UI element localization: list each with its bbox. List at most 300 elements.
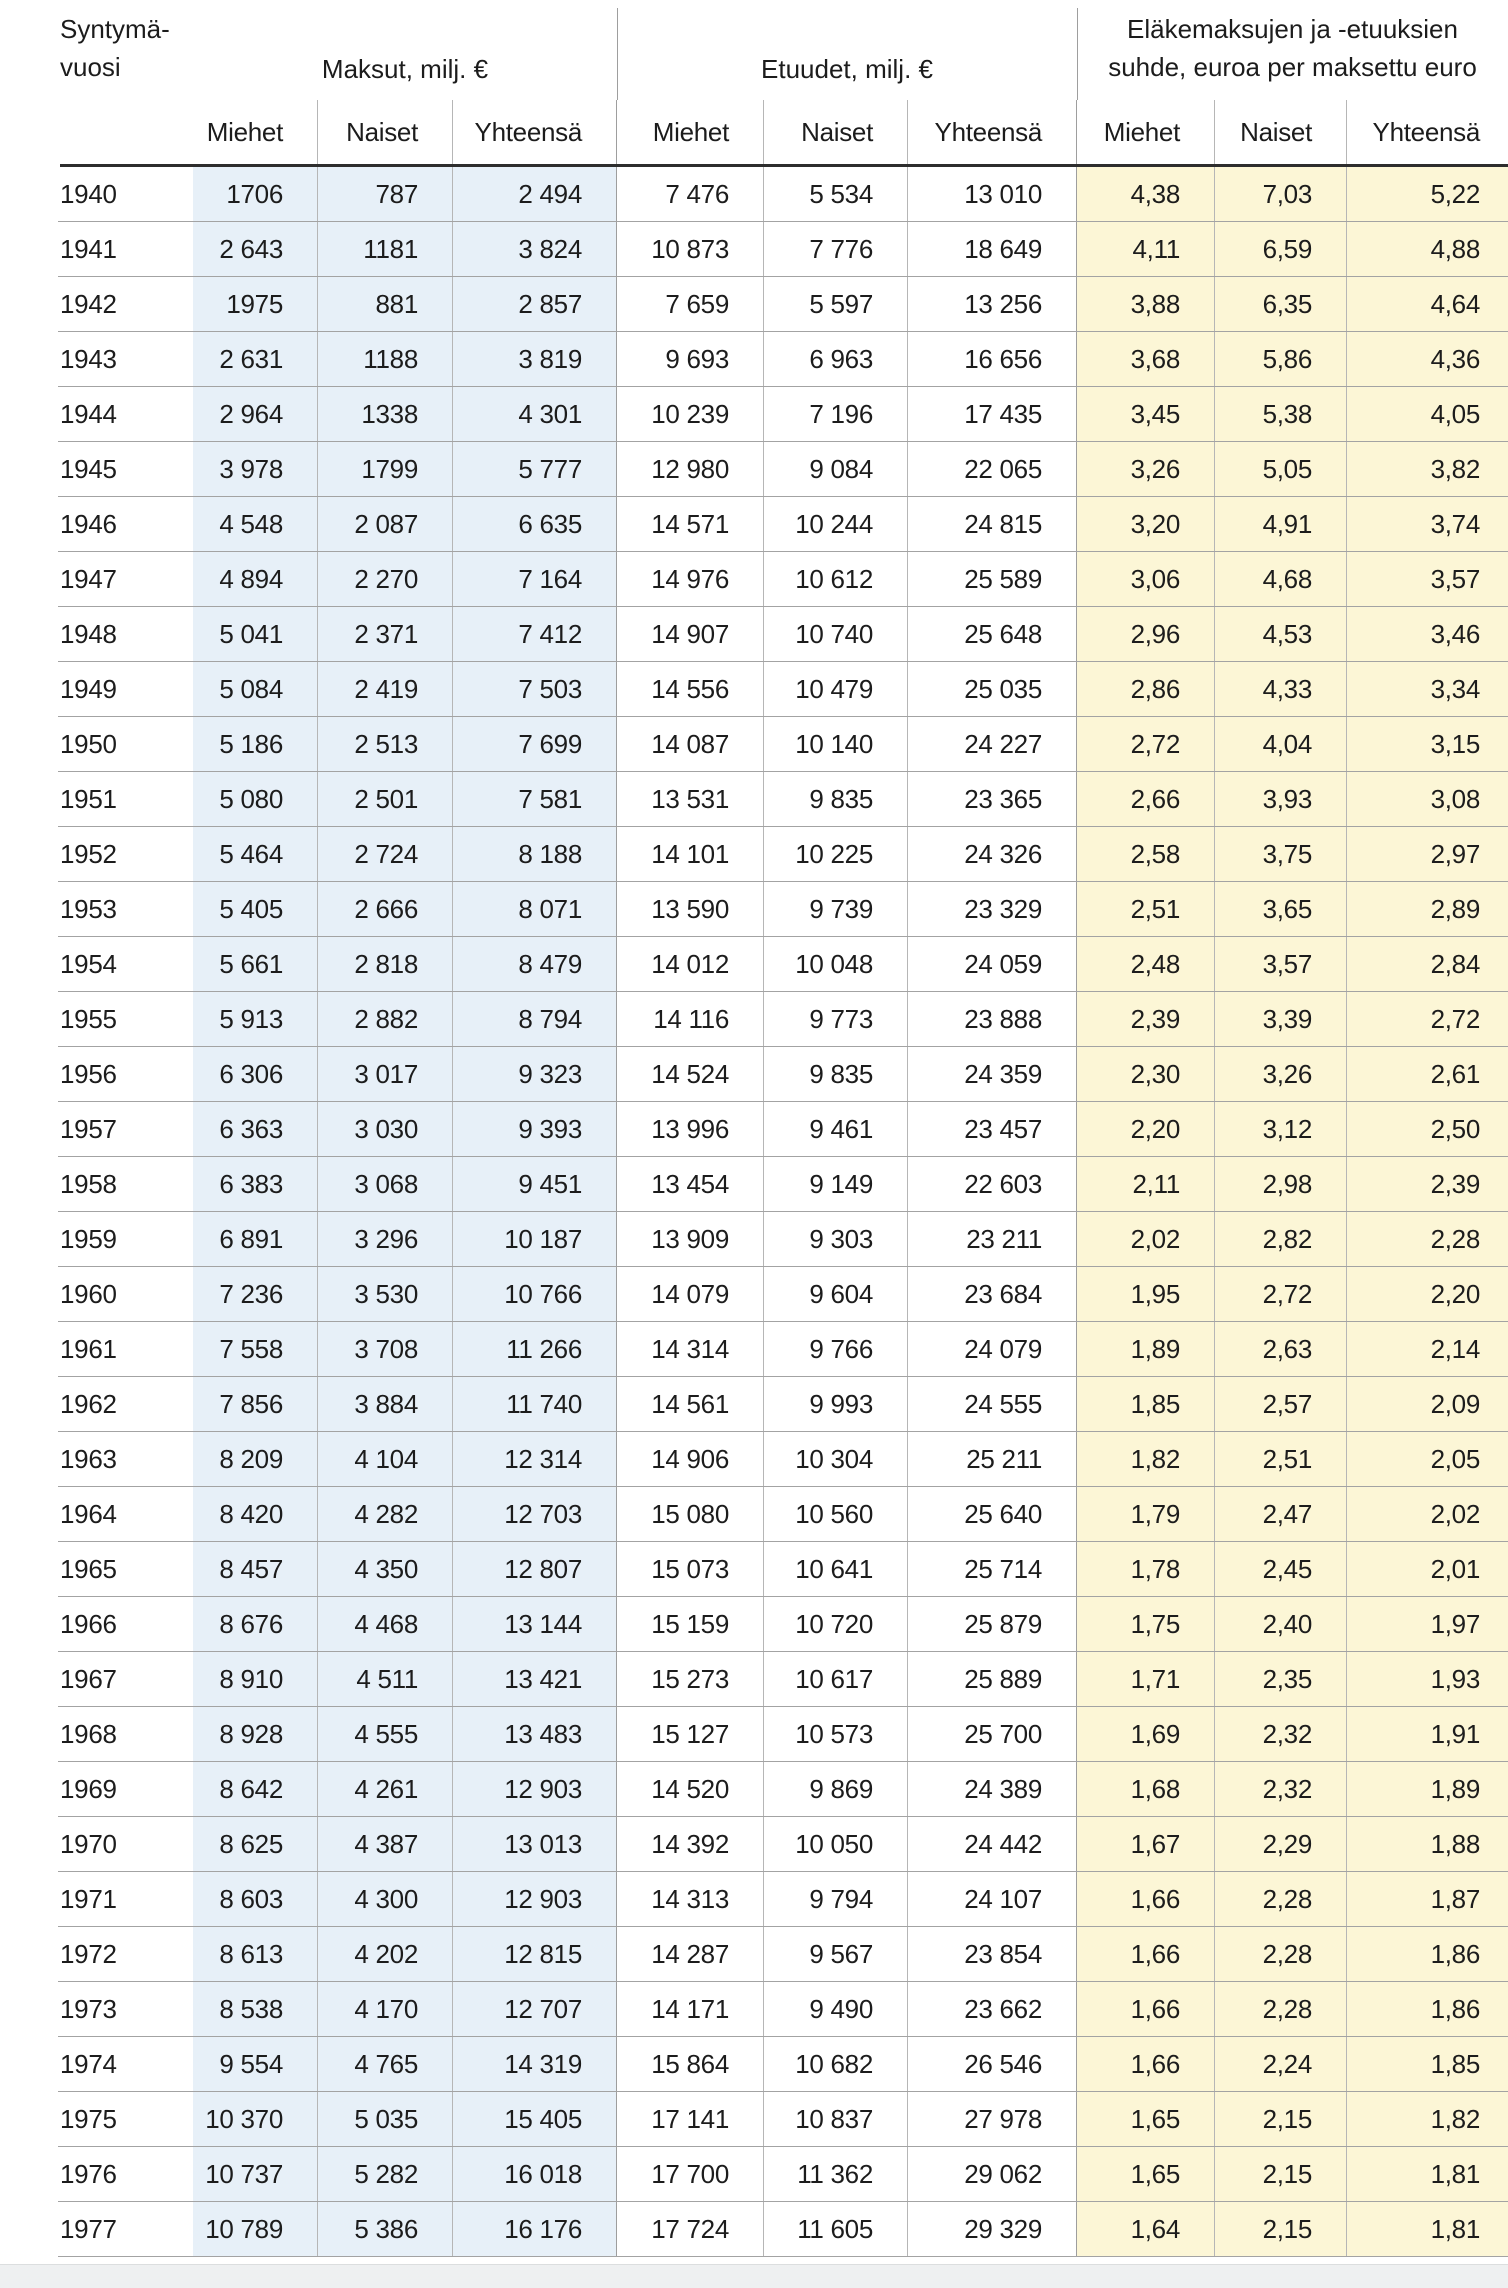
cell-payments-total: 7 412	[453, 607, 617, 661]
cell-payments-total: 9 323	[453, 1047, 617, 1101]
subheader-men: Miehet	[617, 100, 764, 164]
cell-ratio-men: 2,02	[1077, 1212, 1215, 1266]
cell-payments-women: 4 261	[318, 1762, 453, 1816]
cell-payments-women: 4 170	[318, 1982, 453, 2036]
cell-ratio-men: 1,66	[1077, 1927, 1215, 1981]
subheader-women: Naiset	[318, 100, 453, 164]
table-body	[0, 167, 1508, 2257]
cell-payments-total: 12 807	[453, 1542, 617, 1596]
cell-payments-men: 5 084	[193, 662, 318, 716]
cell-birth-year: 1973	[60, 1994, 117, 2024]
cell-payments-total: 16 018	[453, 2147, 617, 2201]
cell-ratio-women: 2,57	[1215, 1377, 1347, 1431]
cell-birth-year: 1963	[60, 1444, 117, 1474]
cell-benefits-women: 9 739	[764, 882, 908, 936]
cell-payments-women: 1188	[318, 332, 453, 386]
cell-benefits-men: 14 079	[617, 1267, 764, 1321]
cell-benefits-total: 24 555	[908, 1377, 1077, 1431]
cell-benefits-men: 14 556	[617, 662, 764, 716]
table-row	[0, 442, 1508, 497]
cell-benefits-total: 25 714	[908, 1542, 1077, 1596]
cell-ratio-women: 2,15	[1215, 2147, 1347, 2201]
cell-benefits-women: 10 837	[764, 2092, 908, 2146]
cell-payments-women: 787	[318, 167, 453, 221]
cell-benefits-total: 23 854	[908, 1927, 1077, 1981]
cell-benefits-total: 24 815	[908, 497, 1077, 551]
cell-ratio-women: 4,91	[1215, 497, 1347, 551]
cell-birth-year: 1950	[60, 729, 117, 759]
cell-ratio-men: 1,67	[1077, 1817, 1215, 1871]
cell-benefits-women: 9 869	[764, 1762, 908, 1816]
cell-benefits-men: 17 724	[617, 2202, 764, 2256]
cell-benefits-total: 13 256	[908, 277, 1077, 331]
cell-payments-total: 2 857	[453, 277, 617, 331]
cell-payments-men: 5 661	[193, 937, 318, 991]
cell-payments-men: 8 642	[193, 1762, 318, 1816]
cell-payments-total: 3 819	[453, 332, 617, 386]
cell-payments-total: 16 176	[453, 2202, 617, 2256]
cell-birth-year: 1951	[60, 784, 117, 814]
subheader-row	[0, 100, 1508, 164]
cell-ratio-women: 3,57	[1215, 937, 1347, 991]
cell-payments-women: 2 882	[318, 992, 453, 1046]
table-row	[0, 1487, 1508, 1542]
cell-ratio-total: 2,97	[1347, 827, 1508, 881]
cell-payments-men: 3 978	[193, 442, 318, 496]
cell-benefits-women: 11 605	[764, 2202, 908, 2256]
cell-birth-year: 1954	[60, 949, 117, 979]
cell-payments-women: 1799	[318, 442, 453, 496]
cell-benefits-men: 15 864	[617, 2037, 764, 2091]
cell-ratio-men: 1,79	[1077, 1487, 1215, 1541]
cell-ratio-men: 3,20	[1077, 497, 1215, 551]
cell-birth-year: 1953	[60, 894, 117, 924]
cell-benefits-men: 17 141	[617, 2092, 764, 2146]
cell-benefits-men: 15 080	[617, 1487, 764, 1541]
cell-benefits-total: 25 589	[908, 552, 1077, 606]
cell-birth-year: 1952	[60, 839, 117, 869]
cell-payments-men: 8 910	[193, 1652, 318, 1706]
cell-birth-year: 1942	[60, 289, 117, 319]
cell-ratio-women: 3,26	[1215, 1047, 1347, 1101]
cell-payments-total: 13 421	[453, 1652, 617, 1706]
cell-benefits-men: 14 907	[617, 607, 764, 661]
cell-ratio-women: 4,53	[1215, 607, 1347, 661]
cell-payments-women: 4 300	[318, 1872, 453, 1926]
cell-benefits-women: 10 225	[764, 827, 908, 881]
cell-ratio-women: 3,12	[1215, 1102, 1347, 1156]
cell-payments-total: 12 703	[453, 1487, 617, 1541]
cell-payments-women: 2 087	[318, 497, 453, 551]
cell-ratio-total: 1,81	[1347, 2202, 1508, 2256]
cell-ratio-men: 4,38	[1077, 167, 1215, 221]
cell-ratio-men: 2,66	[1077, 772, 1215, 826]
cell-benefits-total: 23 457	[908, 1102, 1077, 1156]
cell-benefits-men: 14 012	[617, 937, 764, 991]
table-row	[0, 1817, 1508, 1872]
cell-benefits-total: 23 662	[908, 1982, 1077, 2036]
cell-birth-year: 1948	[60, 619, 117, 649]
cell-ratio-women: 5,86	[1215, 332, 1347, 386]
cell-ratio-total: 2,89	[1347, 882, 1508, 936]
table-row	[0, 1102, 1508, 1157]
cell-ratio-women: 2,15	[1215, 2092, 1347, 2146]
cell-payments-total: 3 824	[453, 222, 617, 276]
cell-payments-men: 7 558	[193, 1322, 318, 1376]
table-row	[0, 2092, 1508, 2147]
cell-birth-year: 1947	[60, 564, 117, 594]
cell-benefits-total: 23 365	[908, 772, 1077, 826]
cell-ratio-total: 2,72	[1347, 992, 1508, 1046]
cell-ratio-men: 1,69	[1077, 1707, 1215, 1761]
cell-benefits-women: 10 560	[764, 1487, 908, 1541]
cell-payments-men: 5 913	[193, 992, 318, 1046]
cell-benefits-men: 14 561	[617, 1377, 764, 1431]
cell-payments-total: 7 164	[453, 552, 617, 606]
cell-benefits-men: 14 116	[617, 992, 764, 1046]
table-row	[0, 1707, 1508, 1762]
cell-ratio-women: 2,28	[1215, 1927, 1347, 1981]
cell-payments-total: 12 903	[453, 1762, 617, 1816]
cell-benefits-men: 13 531	[617, 772, 764, 826]
cell-benefits-women: 9 084	[764, 442, 908, 496]
cell-benefits-men: 13 454	[617, 1157, 764, 1211]
cell-payments-men: 10 370	[193, 2092, 318, 2146]
cell-ratio-total: 3,34	[1347, 662, 1508, 716]
cell-ratio-women: 4,33	[1215, 662, 1347, 716]
cell-ratio-men: 1,78	[1077, 1542, 1215, 1596]
cell-payments-total: 11 266	[453, 1322, 617, 1376]
cell-payments-women: 4 387	[318, 1817, 453, 1871]
cell-payments-total: 4 301	[453, 387, 617, 441]
cell-benefits-women: 10 573	[764, 1707, 908, 1761]
cell-payments-men: 5 464	[193, 827, 318, 881]
table-row	[0, 2147, 1508, 2202]
cell-ratio-total: 1,97	[1347, 1597, 1508, 1651]
cell-benefits-men: 14 906	[617, 1432, 764, 1486]
cell-ratio-total: 1,88	[1347, 1817, 1508, 1871]
birth-year-label-line2: vuosi	[60, 52, 121, 82]
cell-benefits-women: 10 740	[764, 607, 908, 661]
cell-benefits-total: 25 700	[908, 1707, 1077, 1761]
cell-benefits-women: 9 461	[764, 1102, 908, 1156]
cell-ratio-total: 2,39	[1347, 1157, 1508, 1211]
cell-benefits-men: 10 239	[617, 387, 764, 441]
cell-ratio-total: 2,02	[1347, 1487, 1508, 1541]
table-row	[0, 387, 1508, 442]
cell-payments-women: 4 202	[318, 1927, 453, 1981]
cell-benefits-total: 22 065	[908, 442, 1077, 496]
cell-payments-women: 2 666	[318, 882, 453, 936]
table-row	[0, 277, 1508, 332]
cell-ratio-total: 1,91	[1347, 1707, 1508, 1761]
subheader-men: Miehet	[1077, 100, 1215, 164]
cell-benefits-men: 14 171	[617, 1982, 764, 2036]
cell-ratio-total: 1,89	[1347, 1762, 1508, 1816]
cell-ratio-total: 1,81	[1347, 2147, 1508, 2201]
cell-ratio-total: 3,15	[1347, 717, 1508, 771]
cell-birth-year: 1961	[60, 1334, 117, 1364]
cell-ratio-men: 3,45	[1077, 387, 1215, 441]
cell-benefits-total: 25 648	[908, 607, 1077, 661]
cell-payments-women: 5 035	[318, 2092, 453, 2146]
cell-benefits-men: 14 313	[617, 1872, 764, 1926]
cell-birth-year: 1941	[60, 234, 117, 264]
cell-payments-total: 13 013	[453, 1817, 617, 1871]
cell-payments-total: 10 187	[453, 1212, 617, 1266]
cell-payments-men: 5 041	[193, 607, 318, 661]
cell-ratio-women: 2,72	[1215, 1267, 1347, 1321]
cell-ratio-women: 3,39	[1215, 992, 1347, 1046]
cell-benefits-men: 14 392	[617, 1817, 764, 1871]
cell-ratio-women: 2,82	[1215, 1212, 1347, 1266]
cell-benefits-men: 14 524	[617, 1047, 764, 1101]
cell-ratio-men: 2,11	[1077, 1157, 1215, 1211]
cell-payments-women: 4 104	[318, 1432, 453, 1486]
cell-benefits-women: 10 244	[764, 497, 908, 551]
cell-payments-women: 4 511	[318, 1652, 453, 1706]
cell-benefits-men: 7 476	[617, 167, 764, 221]
cell-birth-year: 1940	[60, 179, 117, 209]
cell-ratio-men: 1,95	[1077, 1267, 1215, 1321]
cell-benefits-total: 25 640	[908, 1487, 1077, 1541]
cell-ratio-men: 1,64	[1077, 2202, 1215, 2256]
cell-benefits-total: 29 329	[908, 2202, 1077, 2256]
table-row	[0, 1157, 1508, 1212]
cell-ratio-total: 1,82	[1347, 2092, 1508, 2146]
cell-benefits-total: 23 684	[908, 1267, 1077, 1321]
cell-payments-men: 10 789	[193, 2202, 318, 2256]
cell-birth-year: 1945	[60, 454, 117, 484]
cell-ratio-women: 2,15	[1215, 2202, 1347, 2256]
cell-payments-women: 2 501	[318, 772, 453, 826]
cell-benefits-women: 10 617	[764, 1652, 908, 1706]
cell-ratio-total: 5,22	[1347, 167, 1508, 221]
cell-payments-men: 1975	[193, 277, 318, 331]
cell-ratio-women: 5,05	[1215, 442, 1347, 496]
cell-ratio-women: 6,59	[1215, 222, 1347, 276]
cell-payments-men: 8 209	[193, 1432, 318, 1486]
cell-benefits-total: 24 227	[908, 717, 1077, 771]
cell-birth-year: 1974	[60, 2049, 117, 2079]
cell-ratio-men: 3,68	[1077, 332, 1215, 386]
group-header-payments: Maksut, milj. €	[321, 54, 489, 84]
cell-benefits-men: 14 976	[617, 552, 764, 606]
table-row	[0, 1047, 1508, 1102]
cell-benefits-total: 25 211	[908, 1432, 1077, 1486]
cell-ratio-total: 3,82	[1347, 442, 1508, 496]
cell-payments-men: 8 538	[193, 1982, 318, 2036]
ratio-label-line1: Eläkemaksujen ja -etuuksien	[1127, 14, 1458, 44]
cell-payments-men: 6 363	[193, 1102, 318, 1156]
cell-benefits-men: 14 571	[617, 497, 764, 551]
cell-benefits-men: 13 590	[617, 882, 764, 936]
cell-benefits-total: 25 889	[908, 1652, 1077, 1706]
cell-payments-total: 8 188	[453, 827, 617, 881]
cell-ratio-men: 1,66	[1077, 2037, 1215, 2091]
table-row	[0, 222, 1508, 277]
cell-payments-women: 2 724	[318, 827, 453, 881]
cell-payments-women: 2 419	[318, 662, 453, 716]
cell-payments-women: 4 282	[318, 1487, 453, 1541]
cell-benefits-men: 13 909	[617, 1212, 764, 1266]
cell-benefits-total: 17 435	[908, 387, 1077, 441]
cell-payments-total: 15 405	[453, 2092, 617, 2146]
cell-payments-men: 2 631	[193, 332, 318, 386]
cell-ratio-total: 1,85	[1347, 2037, 1508, 2091]
bottom-cutoff-band	[0, 2264, 1508, 2288]
cell-benefits-women: 9 766	[764, 1322, 908, 1376]
ratio-label-line2: suhde, euroa per maksettu euro	[1108, 52, 1477, 82]
cell-payments-men: 5 080	[193, 772, 318, 826]
cell-ratio-total: 3,46	[1347, 607, 1508, 661]
cell-payments-women: 1181	[318, 222, 453, 276]
cell-ratio-total: 1,93	[1347, 1652, 1508, 1706]
cell-benefits-men: 12 980	[617, 442, 764, 496]
cell-payments-women: 4 350	[318, 1542, 453, 1596]
cell-ratio-women: 3,75	[1215, 827, 1347, 881]
cell-payments-men: 1706	[193, 167, 318, 221]
cell-birth-year: 1957	[60, 1114, 117, 1144]
cell-payments-women: 5 386	[318, 2202, 453, 2256]
cell-payments-women: 3 884	[318, 1377, 453, 1431]
cell-payments-men: 4 548	[193, 497, 318, 551]
table-row	[0, 1872, 1508, 1927]
cell-ratio-total: 2,20	[1347, 1267, 1508, 1321]
cell-birth-year: 1967	[60, 1664, 117, 1694]
cell-ratio-men: 2,30	[1077, 1047, 1215, 1101]
cell-ratio-total: 4,64	[1347, 277, 1508, 331]
cell-ratio-women: 4,68	[1215, 552, 1347, 606]
cell-payments-total: 12 903	[453, 1872, 617, 1926]
cell-payments-total: 8 479	[453, 937, 617, 991]
cell-payments-men: 5 186	[193, 717, 318, 771]
cell-ratio-women: 2,35	[1215, 1652, 1347, 1706]
cell-payments-men: 6 306	[193, 1047, 318, 1101]
cell-benefits-men: 13 996	[617, 1102, 764, 1156]
cell-ratio-total: 3,57	[1347, 552, 1508, 606]
cell-benefits-women: 5 534	[764, 167, 908, 221]
column-header-birth-year	[60, 10, 170, 86]
cell-payments-women: 3 017	[318, 1047, 453, 1101]
cell-ratio-women: 4,04	[1215, 717, 1347, 771]
cell-ratio-men: 2,58	[1077, 827, 1215, 881]
table-row	[0, 167, 1508, 222]
cell-benefits-women: 10 720	[764, 1597, 908, 1651]
cell-ratio-men: 2,20	[1077, 1102, 1215, 1156]
cell-payments-men: 4 894	[193, 552, 318, 606]
cell-payments-women: 1338	[318, 387, 453, 441]
cell-ratio-women: 2,32	[1215, 1762, 1347, 1816]
cell-ratio-women: 2,63	[1215, 1322, 1347, 1376]
cell-birth-year: 1958	[60, 1169, 117, 1199]
cell-payments-men: 10 737	[193, 2147, 318, 2201]
cell-payments-total: 7 503	[453, 662, 617, 716]
cell-payments-women: 3 708	[318, 1322, 453, 1376]
cell-payments-women: 4 468	[318, 1597, 453, 1651]
cell-payments-women: 4 765	[318, 2037, 453, 2091]
cell-ratio-women: 2,28	[1215, 1872, 1347, 1926]
cell-payments-total: 6 635	[453, 497, 617, 551]
table-row	[0, 882, 1508, 937]
cell-payments-women: 3 296	[318, 1212, 453, 1266]
cell-ratio-women: 2,47	[1215, 1487, 1347, 1541]
cell-benefits-women: 10 140	[764, 717, 908, 771]
cell-payments-men: 8 420	[193, 1487, 318, 1541]
cell-benefits-total: 24 326	[908, 827, 1077, 881]
cell-payments-total: 2 494	[453, 167, 617, 221]
cell-ratio-men: 1,82	[1077, 1432, 1215, 1486]
cell-ratio-total: 1,86	[1347, 1982, 1508, 2036]
cell-birth-year: 1969	[60, 1774, 117, 1804]
cell-ratio-total: 3,74	[1347, 497, 1508, 551]
table-row	[0, 1377, 1508, 1432]
cell-ratio-total: 1,87	[1347, 1872, 1508, 1926]
cell-birth-year: 1956	[60, 1059, 117, 1089]
cell-ratio-women: 2,40	[1215, 1597, 1347, 1651]
cell-payments-total: 5 777	[453, 442, 617, 496]
cell-benefits-total: 25 879	[908, 1597, 1077, 1651]
cell-benefits-women: 9 567	[764, 1927, 908, 1981]
cell-ratio-women: 2,32	[1215, 1707, 1347, 1761]
cell-birth-year: 1972	[60, 1939, 117, 1969]
cell-benefits-women: 10 050	[764, 1817, 908, 1871]
cell-benefits-men: 15 159	[617, 1597, 764, 1651]
table-row	[0, 937, 1508, 992]
cell-payments-men: 8 457	[193, 1542, 318, 1596]
cell-benefits-women: 9 835	[764, 1047, 908, 1101]
cell-ratio-women: 2,45	[1215, 1542, 1347, 1596]
cell-payments-men: 7 856	[193, 1377, 318, 1431]
cell-ratio-men: 2,86	[1077, 662, 1215, 716]
cell-benefits-women: 10 479	[764, 662, 908, 716]
cell-payments-men: 9 554	[193, 2037, 318, 2091]
birth-year-label-line1: Syntymä-	[60, 14, 170, 44]
cell-payments-women: 881	[318, 277, 453, 331]
cell-ratio-total: 3,08	[1347, 772, 1508, 826]
cell-birth-year: 1943	[60, 344, 117, 374]
cell-ratio-men: 2,39	[1077, 992, 1215, 1046]
cell-ratio-men: 1,85	[1077, 1377, 1215, 1431]
cell-benefits-men: 14 520	[617, 1762, 764, 1816]
cell-ratio-total: 2,61	[1347, 1047, 1508, 1101]
cell-ratio-total: 4,88	[1347, 222, 1508, 276]
cell-payments-total: 7 699	[453, 717, 617, 771]
cell-payments-women: 3 068	[318, 1157, 453, 1211]
cell-benefits-men: 14 287	[617, 1927, 764, 1981]
cell-ratio-men: 1,75	[1077, 1597, 1215, 1651]
cell-benefits-women: 5 597	[764, 277, 908, 331]
cell-payments-men: 2 643	[193, 222, 318, 276]
cell-benefits-women: 9 794	[764, 1872, 908, 1926]
cell-benefits-total: 13 010	[908, 167, 1077, 221]
cell-payments-total: 12 314	[453, 1432, 617, 1486]
cell-birth-year: 1955	[60, 1004, 117, 1034]
group-divider-line	[617, 8, 618, 100]
cell-benefits-total: 24 389	[908, 1762, 1077, 1816]
cell-ratio-men: 3,88	[1077, 277, 1215, 331]
cell-benefits-women: 9 604	[764, 1267, 908, 1321]
group-header-benefits: Etuudet, milj. €	[761, 54, 933, 84]
cell-ratio-men: 1,65	[1077, 2147, 1215, 2201]
cell-birth-year: 1959	[60, 1224, 117, 1254]
subheader-men: Miehet	[193, 100, 318, 164]
cell-ratio-total: 2,28	[1347, 1212, 1508, 1266]
table-row	[0, 552, 1508, 607]
cell-benefits-women: 10 612	[764, 552, 908, 606]
table-row	[0, 1982, 1508, 2037]
cell-payments-men: 2 964	[193, 387, 318, 441]
